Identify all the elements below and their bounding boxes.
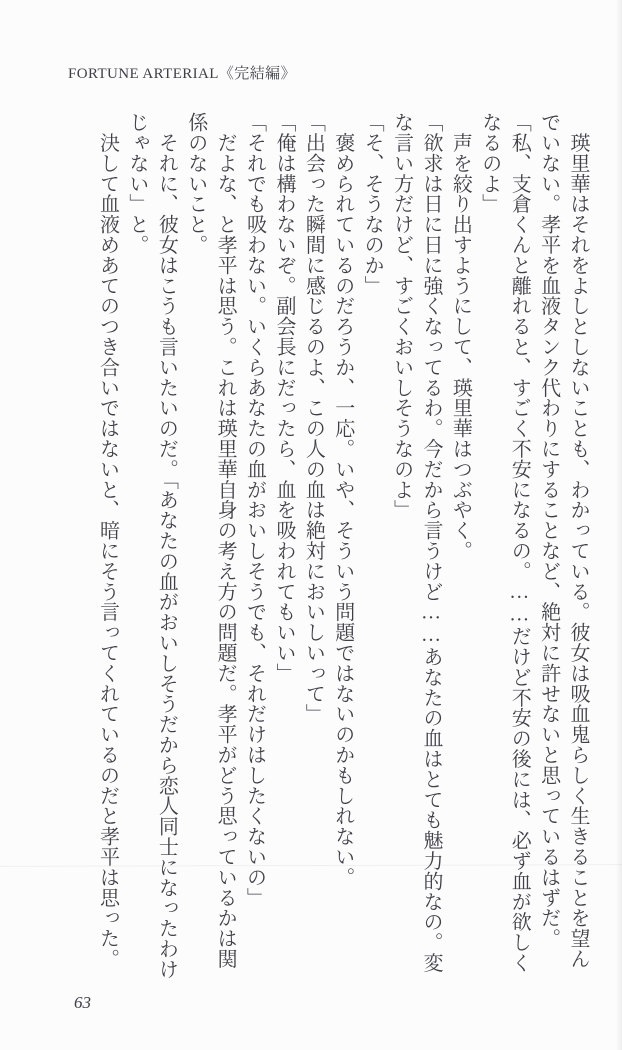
text-body [86,112,592,1007]
text-line: でいない。孝平を血液タンク代わりにすることなど、絶対に許せないと思っているはずだ。 [537,112,560,949]
text-line: 「出会った瞬間に感じるのよ、この人の血は絶対においしいって」 [302,112,325,724]
scan-edge-shade [616,0,622,1050]
text-line: 褒められているのだろうか、一応。いや、そういう問題ではないのかもしれない。 [331,112,354,888]
text-line: だよな、と孝平は思う。これは瑛里華自身の考え方の問題だ。孝平がどう思っているかは関 [214,112,237,969]
running-header-title: FORTUNE ARTERIAL《完結編》 [68,66,296,82]
text-line: 「そ、そうなのか」 [361,112,384,296]
page-number: 63 [74,993,91,1012]
text-line: なるのよ」 [478,112,501,214]
text-line: 係のないこと。 [184,112,207,255]
text-line: 決して血液めあてのつき合いではないと、暗にそう言ってくれているのだと孝平は思った。 [96,112,119,969]
text-line: じゃない」と。 [125,112,148,255]
text-line: それに、彼女はこうも言いたいのだ。「あなたの血がおいしそうだから恋人同士になったわけ [155,112,178,980]
text-line: 「欲求は日に日に強くなってるわ。今だから言うけど……あなたの血はとても魅力的なの。変 [419,112,442,973]
text-line: 瑛里華はそれをよしとしないことも、わかっている。彼女は吸血鬼らしく生きることを望ん [567,112,589,969]
text-line: 「それでも吸わない。いくらあなたの血がおいしそうでも、それだけはしたくないの」 [243,112,266,908]
text-line: 「俺は構わないぞ。副会長にだったら、血を吸われてもいい」 [272,112,295,684]
text-line: な言い方だけど、すごくおいしそうなのよ」 [390,112,413,520]
text-line: 「私、支倉くんと離れると、すごく不安になるの。……だけど不安の後には、必ず血が欲しく [508,112,531,973]
text-line: 声を絞り出すようにして、瑛里華はつぶやく。 [449,112,472,561]
